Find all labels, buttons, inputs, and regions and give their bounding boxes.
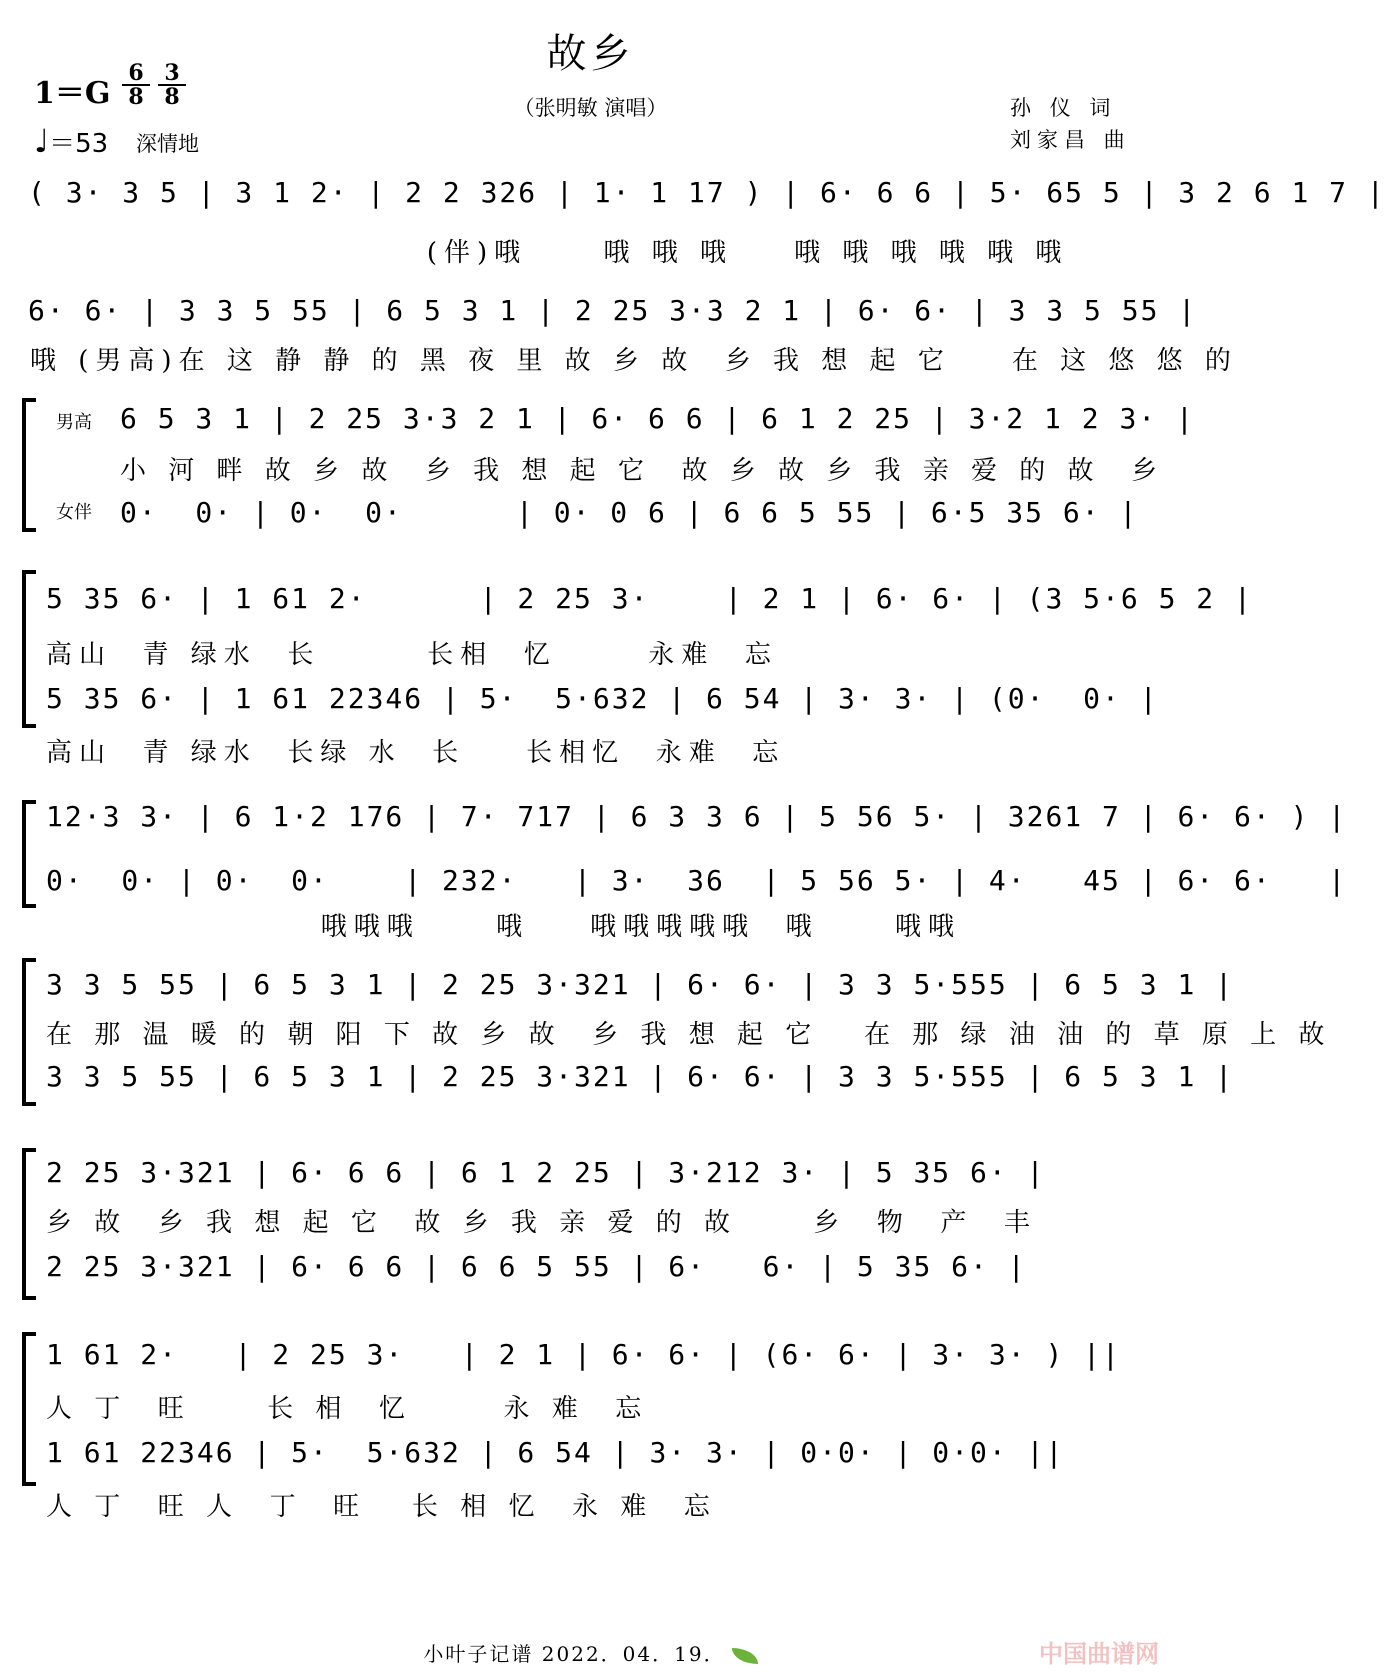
score-system xyxy=(0,176,1386,268)
lyrics-line: 哦 (男高)在 这 静 静 的 黑 夜 里 故 乡 故 乡 我 想 起 它 在 这 悠 悠 的 xyxy=(30,346,1238,376)
lyrics-line: 人 丁 旺 长 相 忆 永 难 忘 xyxy=(46,1394,649,1424)
score-system xyxy=(0,294,1238,376)
voice-label: 男高 xyxy=(56,412,92,433)
expression-mark: 深情地 xyxy=(136,132,199,156)
tempo-mark: ♩＝53 xyxy=(34,122,109,160)
score-system xyxy=(0,1338,1181,1522)
lyrics-line: 在 那 温 暖 的 朝 阳 下 故 乡 故 乡 我 想 起 它 在 那 绿 油 油 的 草 原 上 故 xyxy=(46,1020,1332,1050)
time-signature-1: 6 8 xyxy=(122,62,150,108)
transcriber-credit: 小叶子记谱 2022．04．19． xyxy=(0,1638,1181,1667)
lyricist-credit: 孙 仪 词 xyxy=(1010,96,1117,120)
lyrics-line: 高山 青 绿水 长绿 水 长 长相忆 永难 忘 xyxy=(46,738,786,768)
melody-line: 3 3 5 55 | 6 5 3 1 | 2 25 3·321 | 6· 6· | 3 3 5·555 | 6 5 3 1 | xyxy=(46,968,1235,1001)
voice-label: 女伴 xyxy=(56,502,92,523)
time-signature-2: 3 8 xyxy=(158,62,186,108)
lyrics-line: (伴)哦 哦 哦 哦 哦 哦 哦 哦 哦 哦 xyxy=(30,238,1069,268)
accompaniment-line: 0· 0· | 0· 0· | 232· | 3· 36 | 5 56 5· | 4· 45 | 6· 6· | xyxy=(46,864,1348,897)
accompaniment-line: 1 61 22346 | 5· 5·632 | 6 54 | 3· 3· | 0·0· | 0·0· || xyxy=(46,1436,1065,1469)
singer-credit: （张明敏 演唱） xyxy=(513,96,668,120)
composer-credit: 刘家昌 曲 xyxy=(1010,128,1131,152)
melody-line: 2 25 3·321 | 6· 6 6 | 6 1 2 25 | 3·212 3· | 5 35 6· | xyxy=(46,1156,1046,1189)
key-signature: 1＝G xyxy=(34,76,111,111)
lyrics-line: 乡 故 乡 我 想 起 它 故 乡 我 亲 爱 的 故 乡 物 产 丰 xyxy=(46,1208,1037,1238)
score-system xyxy=(0,1156,1181,1283)
lyrics-line: 小 河 畔 故 乡 故 乡 我 想 起 它 故 乡 故 乡 我 亲 爱 的 故 乡 xyxy=(120,456,1165,486)
leaf-icon xyxy=(732,1648,758,1664)
melody-line: 6· 6· | 3 3 5 55 | 6 5 3 1 | 2 25 3·3 2 1 | 6· 6· | 3 3 5 55 | xyxy=(28,294,1198,327)
melody-line: ( 3· 3 5 | 3 1 2· | 2 2 326 | 1· 1 17 ) | 6· 6 6 | 5· 65 5 | 3 2 6 1 7 | xyxy=(28,176,1386,209)
melody-line: 6 5 3 1 | 2 25 3·3 2 1 | 6· 6 6 | 6 1 2 25 | 3·2 1 2 3· | xyxy=(120,402,1195,435)
lyrics-line: 人 丁 旺 人 丁 旺 长 相 忆 永 难 忘 xyxy=(46,1492,717,1522)
accompaniment-line: 3 3 5 55 | 6 5 3 1 | 2 25 3·321 | 6· 6· | 3 3 5·555 | 6 5 3 1 | xyxy=(46,1060,1235,1093)
score-system xyxy=(0,582,1253,768)
accompaniment-line: 0· 0· | 0· 0· | 0· 0 6 | 6 6 5 55 | 6·5 35 6· | xyxy=(120,496,1139,529)
watermark-logo: 中国曲谱网 xyxy=(1039,1641,1159,1668)
score-system xyxy=(0,968,1332,1093)
quarter-note-icon: ♩ xyxy=(34,122,50,160)
lyrics-line: 高山 青 绿水 长 长相 忆 永难 忘 xyxy=(46,640,778,670)
melody-line: 1 61 2· | 2 25 3· | 2 1 | 6· 6· | (6· 6· | 3· 3· ) || xyxy=(46,1338,1121,1371)
accompaniment-line: 5 35 6· | 1 61 22346 | 5· 5·632 | 6 54 | 3· 3· | (0· 0· | xyxy=(46,682,1159,715)
melody-line: 5 35 6· | 1 61 2· | 2 25 3· | 2 1 | 6· 6· | (3 5·6 5 2 | xyxy=(46,582,1253,615)
accompaniment-line: 2 25 3·321 | 6· 6 6 | 6 6 5 55 | 6· 6· | 5 35 6· | xyxy=(46,1250,1027,1283)
melody-line: 12·3 3· | 6 1·2 176 | 7· 717 | 6 3 3 6 | 5 56 5· | 3261 7 | 6· 6· ) | xyxy=(46,800,1348,833)
score-system xyxy=(0,800,1348,942)
lyrics-line: 哦哦哦 哦 哦哦哦哦哦 哦 哦哦 xyxy=(46,912,961,942)
song-title: 故乡 xyxy=(546,31,635,77)
